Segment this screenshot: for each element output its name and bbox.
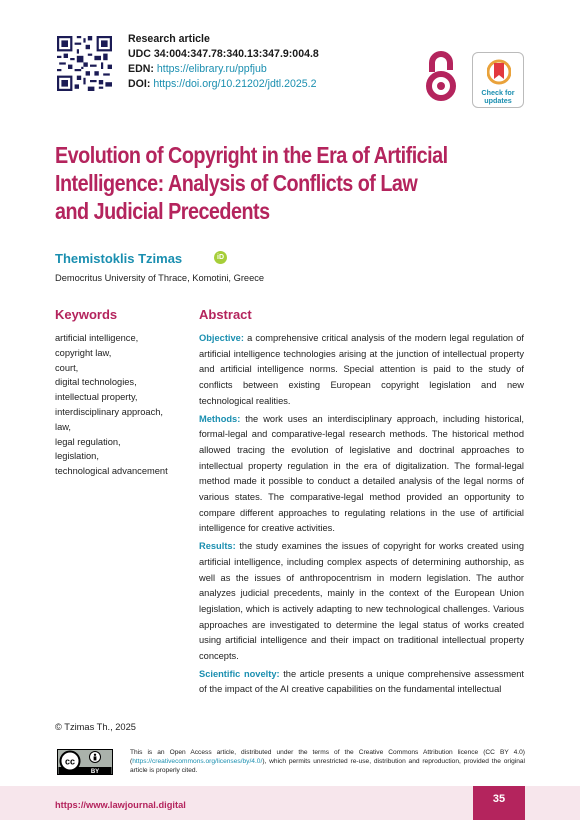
keyword-item: technological advancement: [55, 466, 168, 477]
abstract-results: [199, 539, 524, 665]
abstract-methods: [199, 412, 524, 538]
license-text-before: This is an Open Access article, distributed under the terms of the Creative Commons Attribution licence (CC BY 4.0) (: [130, 749, 525, 765]
objective-label: Objective:: [199, 333, 244, 343]
novelty-label: Scientific novelty:: [199, 668, 280, 679]
page-number: 35: [473, 786, 525, 820]
abstract-novelty: [199, 667, 524, 698]
title-line-2: Intelligence: Analysis of Conflicts of Law: [55, 170, 418, 196]
cc-badge-text: cc: [64, 756, 76, 767]
orcid-icon[interactable]: iD: [214, 251, 227, 264]
keyword-item: intellectual property,: [55, 392, 138, 403]
objective-text: a comprehensive critical analysis of the modern legal regulation of artificial intelligence technologies arising at the junction of intellectual property and artificial intelligence norms. Special attention is paid to the study of conflicts between existing European copyright legislation and new technological realities.: [199, 333, 524, 406]
abstract-objective: [199, 331, 524, 410]
keyword-item: legal regulation,: [55, 436, 121, 447]
edn-link[interactable]: https://elibrary.ru/ppfjub: [156, 63, 267, 75]
doi-label: DOI:: [128, 78, 151, 90]
article-type: Research article: [128, 33, 210, 45]
keyword-item: legislation,: [55, 451, 99, 462]
doi-line: [128, 77, 319, 92]
article-title: [55, 141, 459, 225]
abstract-body: [199, 331, 524, 700]
doi-link[interactable]: https://doi.org/10.21202/jdtl.2025.2: [153, 78, 317, 90]
edn-line: [128, 62, 319, 77]
keyword-item: copyright law,: [55, 347, 112, 358]
abstract-heading: Abstract: [199, 307, 252, 322]
journal-website-link[interactable]: https://www.lawjournal.digital: [55, 800, 186, 810]
cc-by-license-icon[interactable]: [57, 749, 113, 775]
check-badge-line2: updates: [484, 96, 512, 105]
keyword-item: interdisciplinary approach,: [55, 406, 164, 417]
keywords-list: [55, 331, 168, 479]
novelty-text: the article presents a unique comprehensive assessment of the impact of the AI creative capabilities on the fundamental intellectual: [199, 668, 524, 695]
license-text-after: ), which permits unrestricted re-use, distribution and reproduction, provided the original article is properly cited.: [130, 757, 525, 774]
edn-label: EDN:: [128, 63, 154, 75]
udc-code: UDC 34:004:347.78:340.13:347.9:004.8: [128, 48, 319, 60]
results-label: Results:: [199, 541, 236, 552]
by-badge-text: BY: [90, 769, 100, 775]
keyword-item: artificial intelligence,: [55, 333, 139, 343]
copyright-notice: © Tzimas Th., 2025: [55, 722, 136, 732]
check-badge-line1: Check for: [481, 88, 515, 97]
check-for-updates-badge[interactable]: [472, 52, 524, 108]
article-meta: [128, 32, 319, 92]
title-line-3: and Judicial Precedents: [55, 198, 270, 224]
author-affiliation: Democritus University of Thrace, Komotini, Greece: [55, 273, 265, 283]
license-text: [130, 749, 525, 775]
qr-code: [57, 36, 112, 91]
keyword-item: digital technologies,: [55, 377, 137, 388]
author-name[interactable]: Themistoklis Tzimas: [55, 251, 183, 266]
methods-text: the work uses an interdisciplinary approach, including historical, formal-legal and comparative-legal research methods. The historical method allowed tracing the evolution of legislative and doctrinal approaches to intellectual property regulation in the era of digitalization. The formal-legal method made it possible to conduct a detailed analysis of the legal norms of various states. The comparative-legal method provided an opportunity to compare different approaches to regulating relations in the use of artificial intelligence for creative activities.: [199, 413, 524, 534]
keywords-heading: Keywords: [55, 307, 118, 322]
check-badge-text: [473, 89, 523, 105]
bookmark-icon: [487, 59, 511, 87]
keyword-item: law,: [55, 421, 72, 432]
methods-label: Methods:: [199, 413, 241, 424]
keyword-item: court,: [55, 362, 79, 373]
license-url[interactable]: https://creativecommons.org/licenses/by/4.0/: [132, 757, 263, 765]
open-access-icon: [423, 50, 459, 102]
results-text: the study examines the issues of copyright for works created using artificial intelligence, including complex aspects of determining authorship, as well as the issues of anthropocentrism in modern legislation. The author analyzes judicial precedents, mainly in the context of the European Union legislation, which is actively adapting to new technological challenges. Various approaches are investigated to determine the legal status of works created using artificial intelligence and their impact on traditional intellectual property concepts.: [199, 541, 524, 662]
title-line-1: Evolution of Copyright in the Era of Artificial: [55, 142, 448, 168]
